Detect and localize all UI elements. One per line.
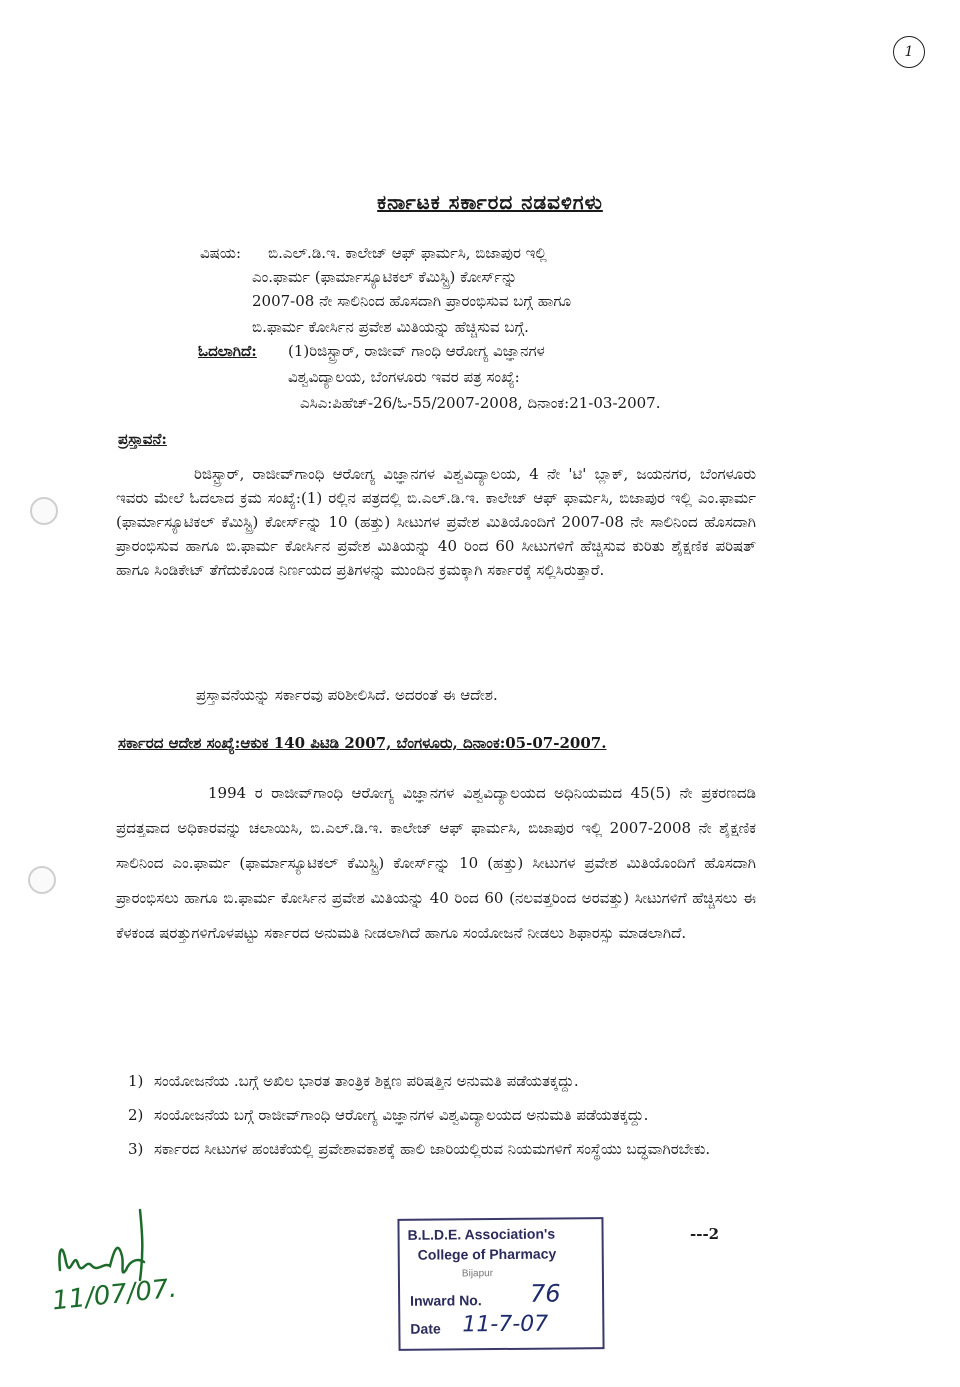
- condition-number: 1): [128, 1072, 144, 1090]
- condition-text: ಸಂಯೋಜನೆಯ .ಬಗ್ಗೆ ಅಖಿಲ ಭಾರತ ತಾಂತ್ರಿಕ ಶಿಕ್ಷಣ ಪರಿಷತ್ತಿನ ಅನುಮತಿ ಪಡೆಯತಕ್ಕದ್ದು.: [154, 1072, 579, 1090]
- read-label: ಓದಲಾಗಿದೆ:: [198, 342, 257, 360]
- stamp-inward-number: 76: [529, 1279, 561, 1308]
- read-line-1: (1)ರಿಜಿಸ್ಟ್ರಾರ್, ರಾಜೀವ್ ಗಾಂಧಿ ಆರೋಗ್ಯ ವಿಜ್ಞಾನಗಳ: [288, 342, 545, 360]
- preamble-heading: ಪ್ರಸ್ತಾವನೆ:: [118, 430, 167, 448]
- stamp-date-label: Date: [410, 1320, 441, 1337]
- subject-line-3: 2007-08 ನೇ ಸಾಲಿನಿಂದ ಹೊಸದಾಗಿ ಪ್ರಾರಂಭಿಸುವ ಬಗ್ಗೆ ಹಾಗೂ: [252, 292, 572, 310]
- subject-line-2: ಎಂ.ಫಾರ್ಮ (ಫಾರ್ಮಾಸ್ಯೂಟಿಕಲ್ ಕೆಮಿಸ್ಟ್ರಿ) ಕೋರ್ಸ್‌ನ್ನು: [252, 268, 518, 286]
- subject-label: ವಿಷಯ:: [200, 244, 241, 262]
- inward-stamp: [397, 1217, 604, 1351]
- condition-number: 2): [128, 1106, 144, 1124]
- order-paragraph: 1994 ರ ರಾಜೀವ್‌ಗಾಂಧಿ ಆರೋಗ್ಯ ವಿಜ್ಞಾನಗಳ ವಿಶ್ವವಿದ್ಯಾಲಯದ ಅಧಿನಿಯಮದ 45(5) ನೇ ಪ್ರಕರಣದಡಿ ಪ್ರದತ್ತವಾದ ಅಧಿಕಾರವನ್ನು ಚಲಾಯಿಸಿ, ಬಿ.ಎಲ್.ಡಿ.ಇ. ಕಾಲೇಜ್ ಆಫ್ ಫಾರ್ಮಸಿ, ಬಿಜಾಪುರ ಇಲ್ಲಿ 2007-2008 ನೇ ಶೈಕ್ಷಣಿಕ ಸಾಲಿನಿಂದ ಎಂ.ಫಾರ್ಮ (ಫಾರ್ಮಾಸ್ಯೂಟಿಕಲ್ ಕೆಮಿಸ್ಟ್ರಿ) ಕೋರ್ಸ್‌ನ್ನು 10 (ಹತ್ತು) ಸೀಟುಗಳ ಪ್ರವೇಶ ಮಿತಿಯೊಂದಿಗೆ ಹೊಸದಾಗಿ ಪ್ರಾರಂಭಿಸಲು ಹಾಗೂ ಬಿ.ಫಾರ್ಮ ಕೋರ್ಸಿನ ಪ್ರವೇಶ ಮಿತಿಯನ್ನು 40 ರಿಂದ 60 (ನಲವತ್ತರಿಂದ ಅರವತ್ತು) ಸೀಟುಗಳಿಗೆ ಹೆಚ್ಚಿಸಲು ಈ ಕೆಳಕಂಡ ಷರತ್ತುಗಳಿಗೊಳಪಟ್ಟು ಸರ್ಕಾರದ ಅನುಮತಿ ನೀಡಲಾಗಿದೆ ಹಾಗೂ ಸಂಯೋಜನೆ ನೀಡಲು ಶಿಫಾರಸ್ಸು ಮಾಡಲಾಗಿದೆ.: [116, 784, 756, 942]
- order-heading: ಸರ್ಕಾರದ ಆದೇಶ ಸಂಖ್ಯೆ:ಆಕುಕ 140 ಪಿಟಿಡಿ 2007, ಬೆಂಗಳೂರು, ದಿನಾಂಕ:05-07-2007.: [118, 734, 607, 752]
- handwritten-signature: [48, 1200, 218, 1340]
- list-item: [128, 1138, 758, 1160]
- conditions-list: [128, 1070, 758, 1172]
- punch-hole-top: [30, 497, 58, 525]
- page-number: 1: [893, 36, 925, 68]
- read-line-3: ಎಸಿಎ:ಪಿಹೆಚ್-26/ಓ-55/2007-2008, ದಿನಾಂಕ:21-03-2007.: [300, 394, 661, 412]
- subject-line-1: ಬಿ.ಎಲ್.ಡಿ.ಇ. ಕಾಲೇಜ್ ಆಫ್ ಫಾರ್ಮಸಿ, ಬಿಜಾಪುರ ಇಲ್ಲಿ: [268, 244, 547, 262]
- list-item: [128, 1070, 758, 1092]
- subject-line-4: ಬಿ.ಫಾರ್ಮ ಕೋರ್ಸಿನ ಪ್ರವೇಶ ಮಿತಿಯನ್ನು ಹೆಚ್ಚಿಸುವ ಬಗ್ಗೆ.: [252, 318, 529, 336]
- stamp-association: B.L.D.E. Association's: [407, 1225, 556, 1243]
- read-line-2: ವಿಶ್ವವಿದ್ಯಾಲಯ, ಬೆಂಗಳೂರು ಇವರ ಪತ್ರ ಸಂಖ್ಯೆ:: [288, 368, 520, 386]
- signature-date: 11/07/07.: [50, 1273, 179, 1317]
- examined-statement: ಪ್ರಸ್ತಾವನೆಯನ್ನು ಸರ್ಕಾರವು ಪರಿಶೀಲಿಸಿದೆ. ಅದರಂತೆ ಈ ಆದೇಶ.: [196, 686, 498, 704]
- next-page-marker: ---2: [690, 1225, 720, 1243]
- condition-text: ಸಂಯೋಜನೆಯ ಬಗ್ಗೆ ರಾಜೀವ್‌ಗಾಂಧಿ ಆರೋಗ್ಯ ವಿಜ್ಞಾನಗಳ ವಿಶ್ವವಿದ್ಯಾಲಯದ ಅನುಮತಿ ಪಡೆಯತಕ್ಕದ್ದು.: [154, 1106, 649, 1124]
- stamp-inward-label: Inward No.: [410, 1292, 482, 1309]
- list-item: [128, 1104, 758, 1126]
- condition-number: 3): [128, 1140, 144, 1158]
- punch-hole-bottom: [28, 866, 56, 894]
- document-title: ಕರ್ನಾಟಕ ಸರ್ಕಾರದ ನಡವಳಿಗಳು: [377, 190, 603, 214]
- condition-text: ಸರ್ಕಾರದ ಸೀಟುಗಳ ಹಂಚಿಕೆಯಲ್ಲಿ ಪ್ರವೇಶಾವಕಾಶಕ್ಕೆ ಹಾಲಿ ಜಾರಿಯಲ್ಲಿರುವ ನಿಯಮಗಳಿಗೆ ಸಂಸ್ಥೆಯು ಬದ್ಧವಾಗಿರಬೇಕು.: [154, 1140, 711, 1158]
- stamp-college: College of Pharmacy: [417, 1245, 557, 1263]
- stamp-date-value: 11-7-07: [462, 1311, 549, 1338]
- preamble-paragraph: ರಿಜಿಸ್ಟ್ರಾರ್, ರಾಜೀವ್‌ಗಾಂಧಿ ಆರೋಗ್ಯ ವಿಜ್ಞಾನಗಳ ವಿಶ್ವವಿದ್ಯಾಲಯ, 4 ನೇ 'ಟಿ' ಬ್ಲಾಕ್, ಜಯನಗರ, ಬೆಂಗಳೂರು ಇವರು ಮೇಲೆ ಓದಲಾದ ಕ್ರಮ ಸಂಖ್ಯೆ:(1) ರಲ್ಲಿನ ಪತ್ರದಲ್ಲಿ ಬಿ.ಎಲ್.ಡಿ.ಇ. ಕಾಲೇಜ್ ಆಫ್ ಫಾರ್ಮಸಿ, ಬಿಜಾಪುರ ಇಲ್ಲಿ ಎಂ.ಫಾರ್ಮ (ಫಾರ್ಮಾಸ್ಯೂಟಿಕಲ್ ಕೆಮಿಸ್ಟ್ರಿ) ಕೋರ್ಸ್‌ನ್ನು 10 (ಹತ್ತು) ಸೀಟುಗಳ ಪ್ರವೇಶ ಮಿತಿಯೊಂದಿಗೆ 2007-08 ನೇ ಸಾಲಿನಿಂದ ಹೊಸದಾಗಿ ಪ್ರಾರಂಭಿಸುವ ಹಾಗೂ ಬಿ.ಫಾರ್ಮ ಕೋರ್ಸಿನ ಪ್ರವೇಶ ಮಿತಿಯನ್ನು 40 ರಿಂದ 60 ಸೀಟುಗಳಿಗೆ ಹೆಚ್ಚಿಸುವ ಕುರಿತು ಶೈಕ್ಷಣಿಕ ಪರಿಷತ್ ಹಾಗೂ ಸಿಂಡಿಕೇಟ್ ತೆಗೆದುಕೊಂಡ ನಿರ್ಣಯದ ಪ್ರತಿಗಳನ್ನು ಮುಂದಿನ ಕ್ರಮಕ್ಕಾಗಿ ಸರ್ಕಾರಕ್ಕೆ ಸಲ್ಲಿಸಿರುತ್ತಾರೆ.: [116, 465, 756, 579]
- stamp-city: Bijapur: [461, 1268, 494, 1280]
